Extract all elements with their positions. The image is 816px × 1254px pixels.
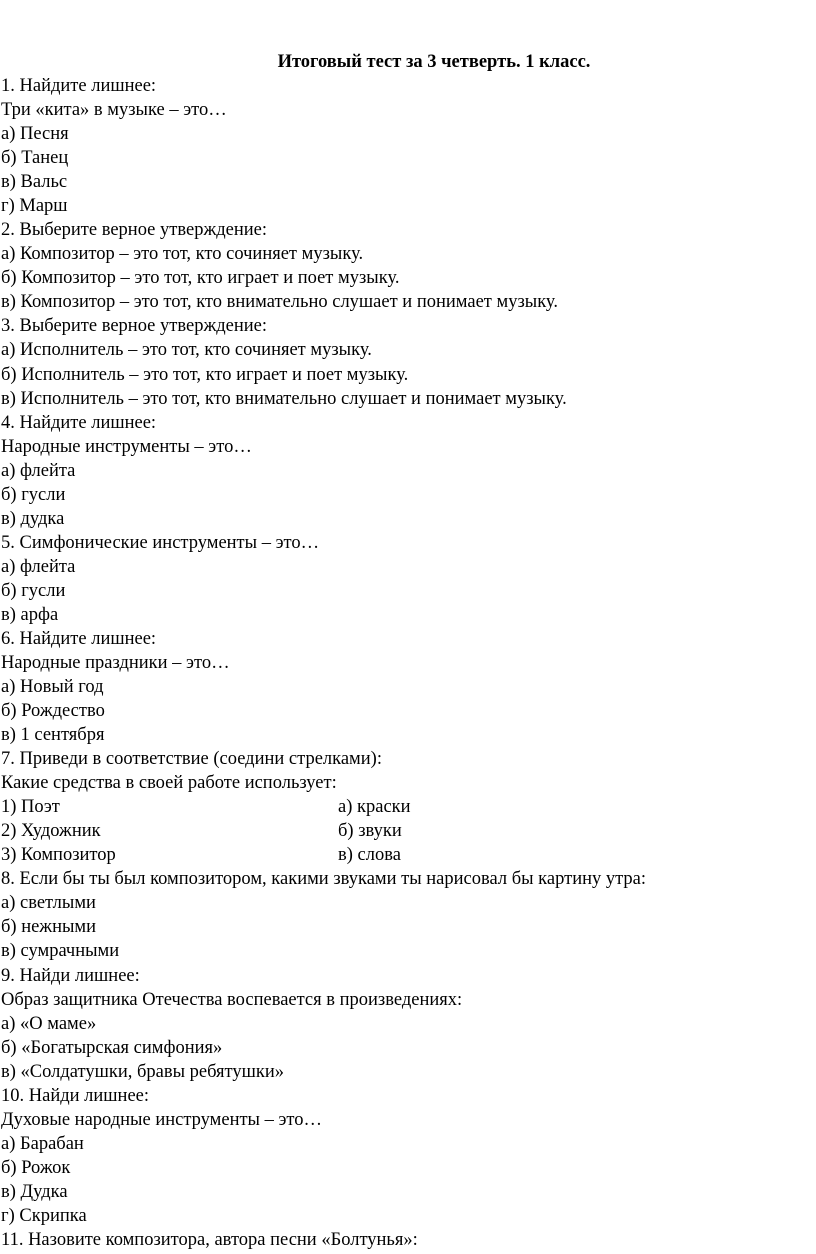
text-line <box>1 795 411 819</box>
text-line <box>1 1084 149 1108</box>
line-text: 10. Найди лишнее: <box>1 1085 149 1106</box>
line-text: а) Композитор – это тот, кто сочиняет музыку. <box>1 244 364 265</box>
line-text: в) «Солдатушки, бравы ребятушки» <box>1 1061 285 1082</box>
text-line <box>1 146 68 170</box>
line-text: Духовые народные инструменты – это… <box>1 1109 323 1130</box>
line-text: в) арфа <box>1 604 59 625</box>
line-text: б) гусли <box>1 580 66 601</box>
text-line <box>1 555 75 579</box>
text-line <box>1 675 104 699</box>
line-text: а) флейта <box>1 460 76 481</box>
line-text: 7. Приведи в соответствие (соедини стрелками): <box>1 749 382 770</box>
line-text: б) Рождество <box>1 701 105 721</box>
text-line <box>1 459 75 483</box>
text-line <box>1 1036 222 1060</box>
text-line <box>1 170 67 194</box>
match-option: в) слова <box>338 845 401 866</box>
line-text: Народные праздники – это… <box>1 653 230 673</box>
text-line <box>1 867 646 891</box>
text-line <box>1 122 69 146</box>
text-line <box>1 939 119 963</box>
text-line <box>1 843 401 867</box>
text-line <box>1 1060 284 1084</box>
line-text: в) сумрачными <box>1 941 120 962</box>
text-line <box>1 1180 68 1204</box>
text-line <box>1 747 382 771</box>
line-text: 3. Выберите верное утверждение: <box>1 316 268 337</box>
text-line <box>1 531 319 555</box>
text-line <box>1 363 408 387</box>
text-line <box>1 1228 418 1252</box>
line-text: 4. Найдите лишнее: <box>1 412 157 433</box>
line-text: 5. Симфонические инструменты – это… <box>1 532 320 553</box>
line-text: Народные инструменты – это… <box>1 436 252 457</box>
line-text: б) гусли <box>1 484 66 505</box>
line-text: в) Композитор – это тот, кто внимательно слушает и понимает музыку. <box>1 292 558 313</box>
text-line <box>1 411 156 435</box>
line-text: в) дудка <box>1 508 65 529</box>
text-line <box>1 98 227 122</box>
line-text: Три «кита» в музыке – это… <box>1 100 227 120</box>
text-line <box>1 338 372 362</box>
text-line <box>1 699 105 723</box>
line-text: 1. Найдите лишнее: <box>1 76 157 96</box>
text-line <box>1 771 337 795</box>
match-option: б) звуки <box>338 821 402 842</box>
text-line <box>1 387 567 411</box>
line-text: а) светлыми <box>1 893 96 914</box>
line-text: Какие средства в своей работе использует: <box>1 773 337 794</box>
line-text: б) Композитор – это тот, кто играет и поет музыку. <box>1 268 400 289</box>
text-line <box>1 819 402 843</box>
text-line <box>1 290 558 314</box>
line-text: а) Песня <box>1 124 69 145</box>
document-title: Итоговый тест за 3 четверть. 1 класс. <box>277 52 591 72</box>
text-line <box>1 1156 70 1180</box>
text-line <box>1 627 156 651</box>
text-line <box>1 314 267 338</box>
line-text: б) Исполнитель – это тот, кто играет и поет музыку. <box>1 364 409 385</box>
line-text: б) Танец <box>1 148 69 169</box>
line-text: г) Скрипка <box>1 1205 87 1226</box>
text-line <box>1 194 68 218</box>
text-line <box>1 1108 322 1132</box>
match-option: а) краски <box>338 797 411 818</box>
line-text: б) «Богатырская симфония» <box>1 1037 223 1058</box>
line-text: 2) Художник <box>1 821 101 842</box>
text-line <box>1 891 96 915</box>
line-text: а) Барабан <box>1 1133 84 1154</box>
line-text: Образ защитника Отечества воспевается в произведениях: <box>1 989 463 1010</box>
line-text: 1) Поэт <box>1 797 60 818</box>
text-line <box>1 579 65 603</box>
text-line <box>1 603 58 627</box>
text-line <box>1 988 462 1012</box>
line-text: б) Рожок <box>1 1157 71 1178</box>
line-text: а) флейта <box>1 556 76 577</box>
text-line <box>1 964 140 988</box>
text-line <box>1 266 399 290</box>
line-text: в) Исполнитель – это тот, кто внимательно слушает и понимает музыку. <box>1 388 567 409</box>
text-line <box>1 1132 84 1156</box>
line-text: 9. Найди лишнее: <box>1 965 140 986</box>
text-line <box>1 435 252 459</box>
text-line <box>1 507 64 531</box>
text-line <box>1 915 96 939</box>
line-text: 8. Если бы ты был композитором, какими звуками ты нарисовал бы картину утра: <box>1 869 647 890</box>
line-text: в) Вальс <box>1 172 68 193</box>
line-text: г) Марш <box>1 196 68 217</box>
line-text: в) 1 сентября <box>1 725 105 746</box>
text-line <box>1 218 267 242</box>
line-text: а) Новый год <box>1 677 104 697</box>
line-text: б) нежными <box>1 917 97 938</box>
text-line <box>1 74 156 98</box>
line-text: 6. Найдите лишнее: <box>1 628 157 649</box>
line-text: а) Исполнитель – это тот, кто сочиняет музыку. <box>1 340 372 361</box>
text-line <box>1 1204 87 1228</box>
text-line <box>1 651 230 675</box>
text-line <box>1 242 363 266</box>
text-line <box>1 483 65 507</box>
line-text: а) «О маме» <box>1 1013 97 1034</box>
line-text: в) Дудка <box>1 1181 68 1202</box>
line-text: 3) Композитор <box>1 845 116 866</box>
text-line <box>1 1012 96 1036</box>
line-text: 11. Назовите композитора, автора песни «Болтунья»: <box>1 1229 418 1250</box>
text-line <box>1 723 104 747</box>
line-text: 2. Выберите верное утверждение: <box>1 220 268 241</box>
